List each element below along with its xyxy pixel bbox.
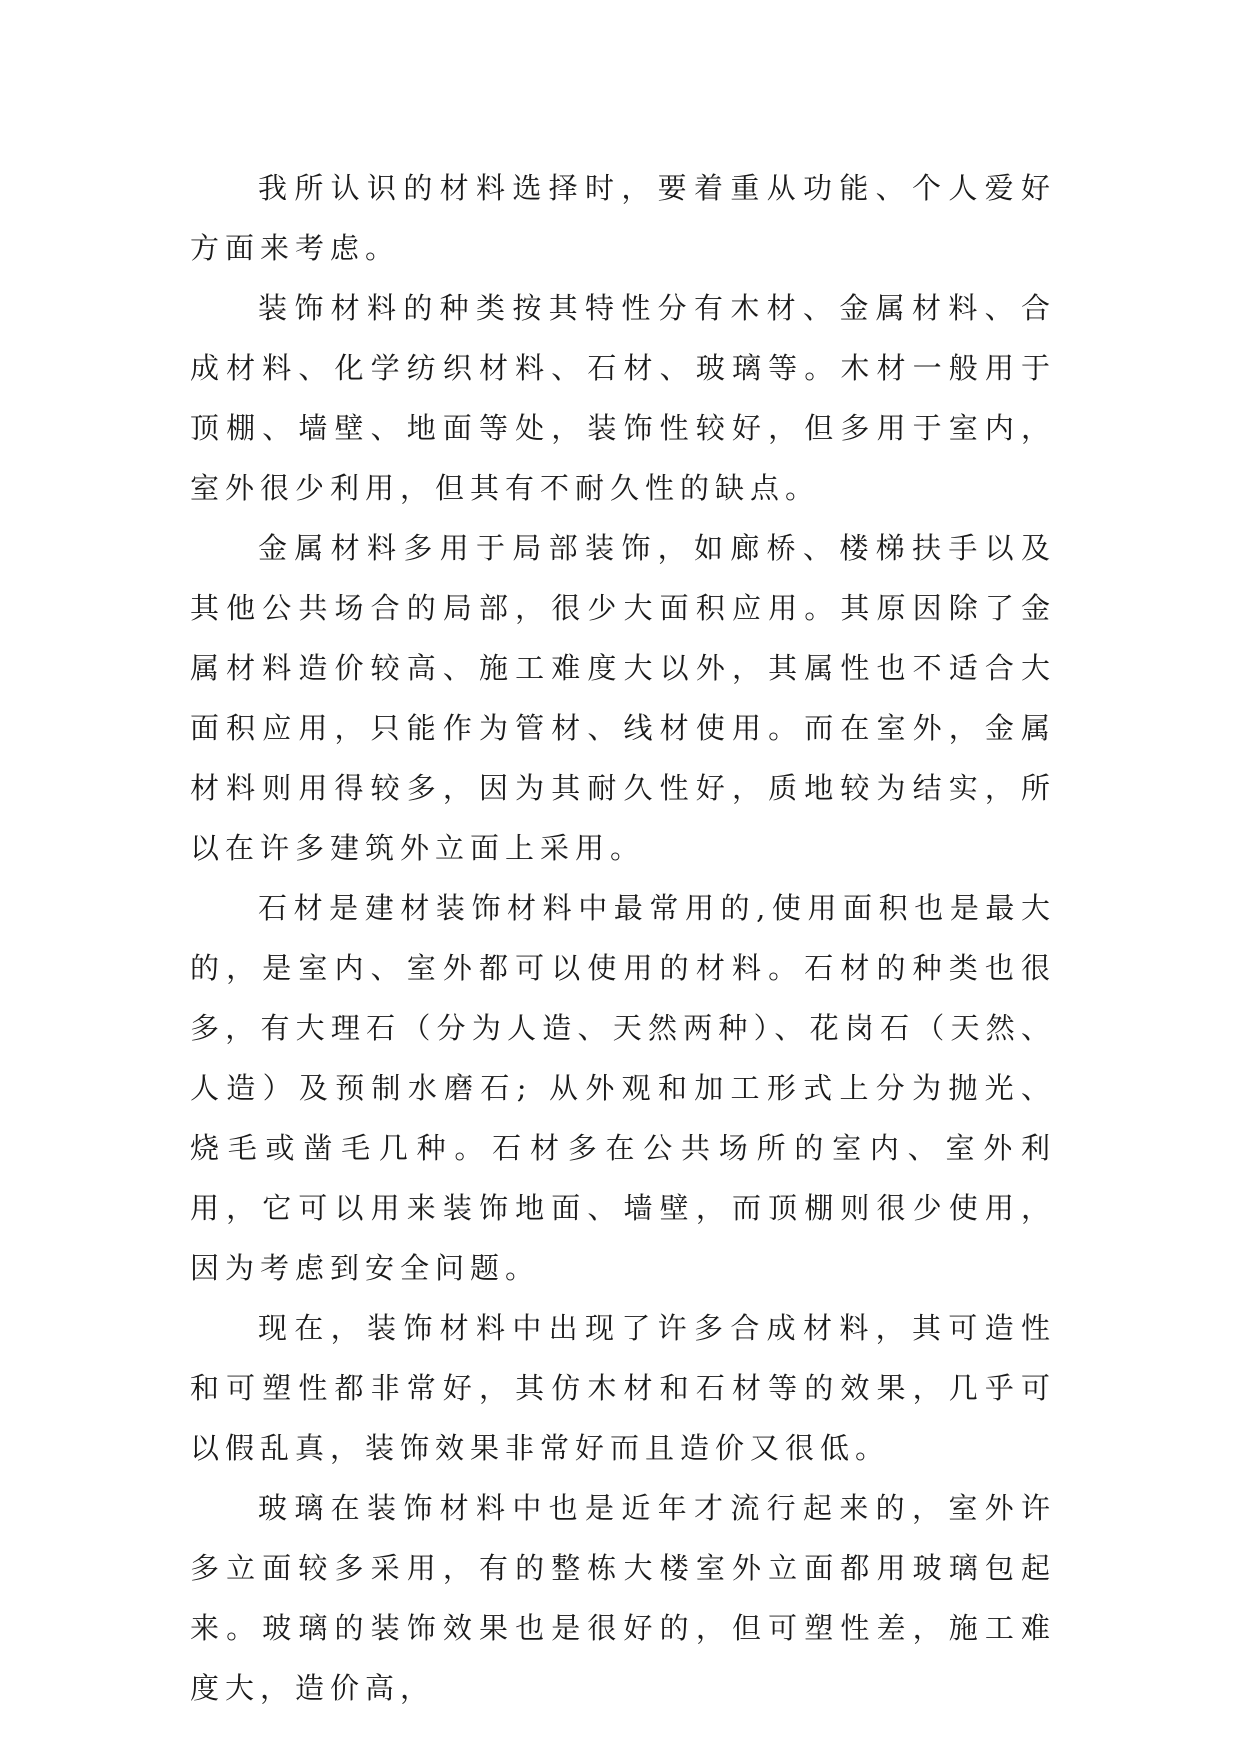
paragraph-intro: 我所认识的材料选择时，要着重从功能、个人爱好方面来考虑。 [190,171,1056,265]
paragraph-synthetic: 现在，装饰材料中出现了许多合成材料，其可造性和可塑性都非常好，其仿木材和石材等的效果，几乎可以假乱真，装饰效果非常好而且造价又很低。 [190,1311,1056,1465]
paragraph-glass: 玻璃在装饰材料中也是近年才流行起来的，室外许多立面较多采用，有的整栋大楼室外立面都用玻璃包起来。玻璃的装饰效果也是很好的，但可塑性差，施工难度大，造价高， [190,1491,1056,1705]
paragraph-material-types: 装饰材料的种类按其特性分有木材、金属材料、合成材料、化学纺织材料、石材、玻璃等。木材一般用于顶棚、墙壁、地面等处，装饰性较好，但多用于室内，室外很少利用，但其有不耐久性的缺点。 [190,291,1056,505]
paragraph-stone: 石材是建材装饰材料中最常用的,使用面积也是最大的，是室内、室外都可以使用的材料。石材的种类也很多，有大理石（分为人造、天然两种）、花岗石（天然、人造）及预制水磨石; 从外观和加工形式上分为抛光、烧毛或凿毛几种。石材多在公共场所的室内、室外利用，它可以用来装饰地面、墙壁，而顶棚则很少使用，因为考虑到安全问题。 [190,891,1056,1285]
paragraph-metal: 金属材料多用于局部装饰，如廊桥、楼梯扶手以及其他公共场合的局部，很少大面积应用。其原因除了金属材料造价较高、施工难度大以外，其属性也不适合大面积应用，只能作为管材、线材使用。而在室外，金属材料则用得较多，因为其耐久性好，质地较为结实，所以在许多建筑外立面上采用。 [190,531,1056,865]
document-body [190,158,1056,1718]
